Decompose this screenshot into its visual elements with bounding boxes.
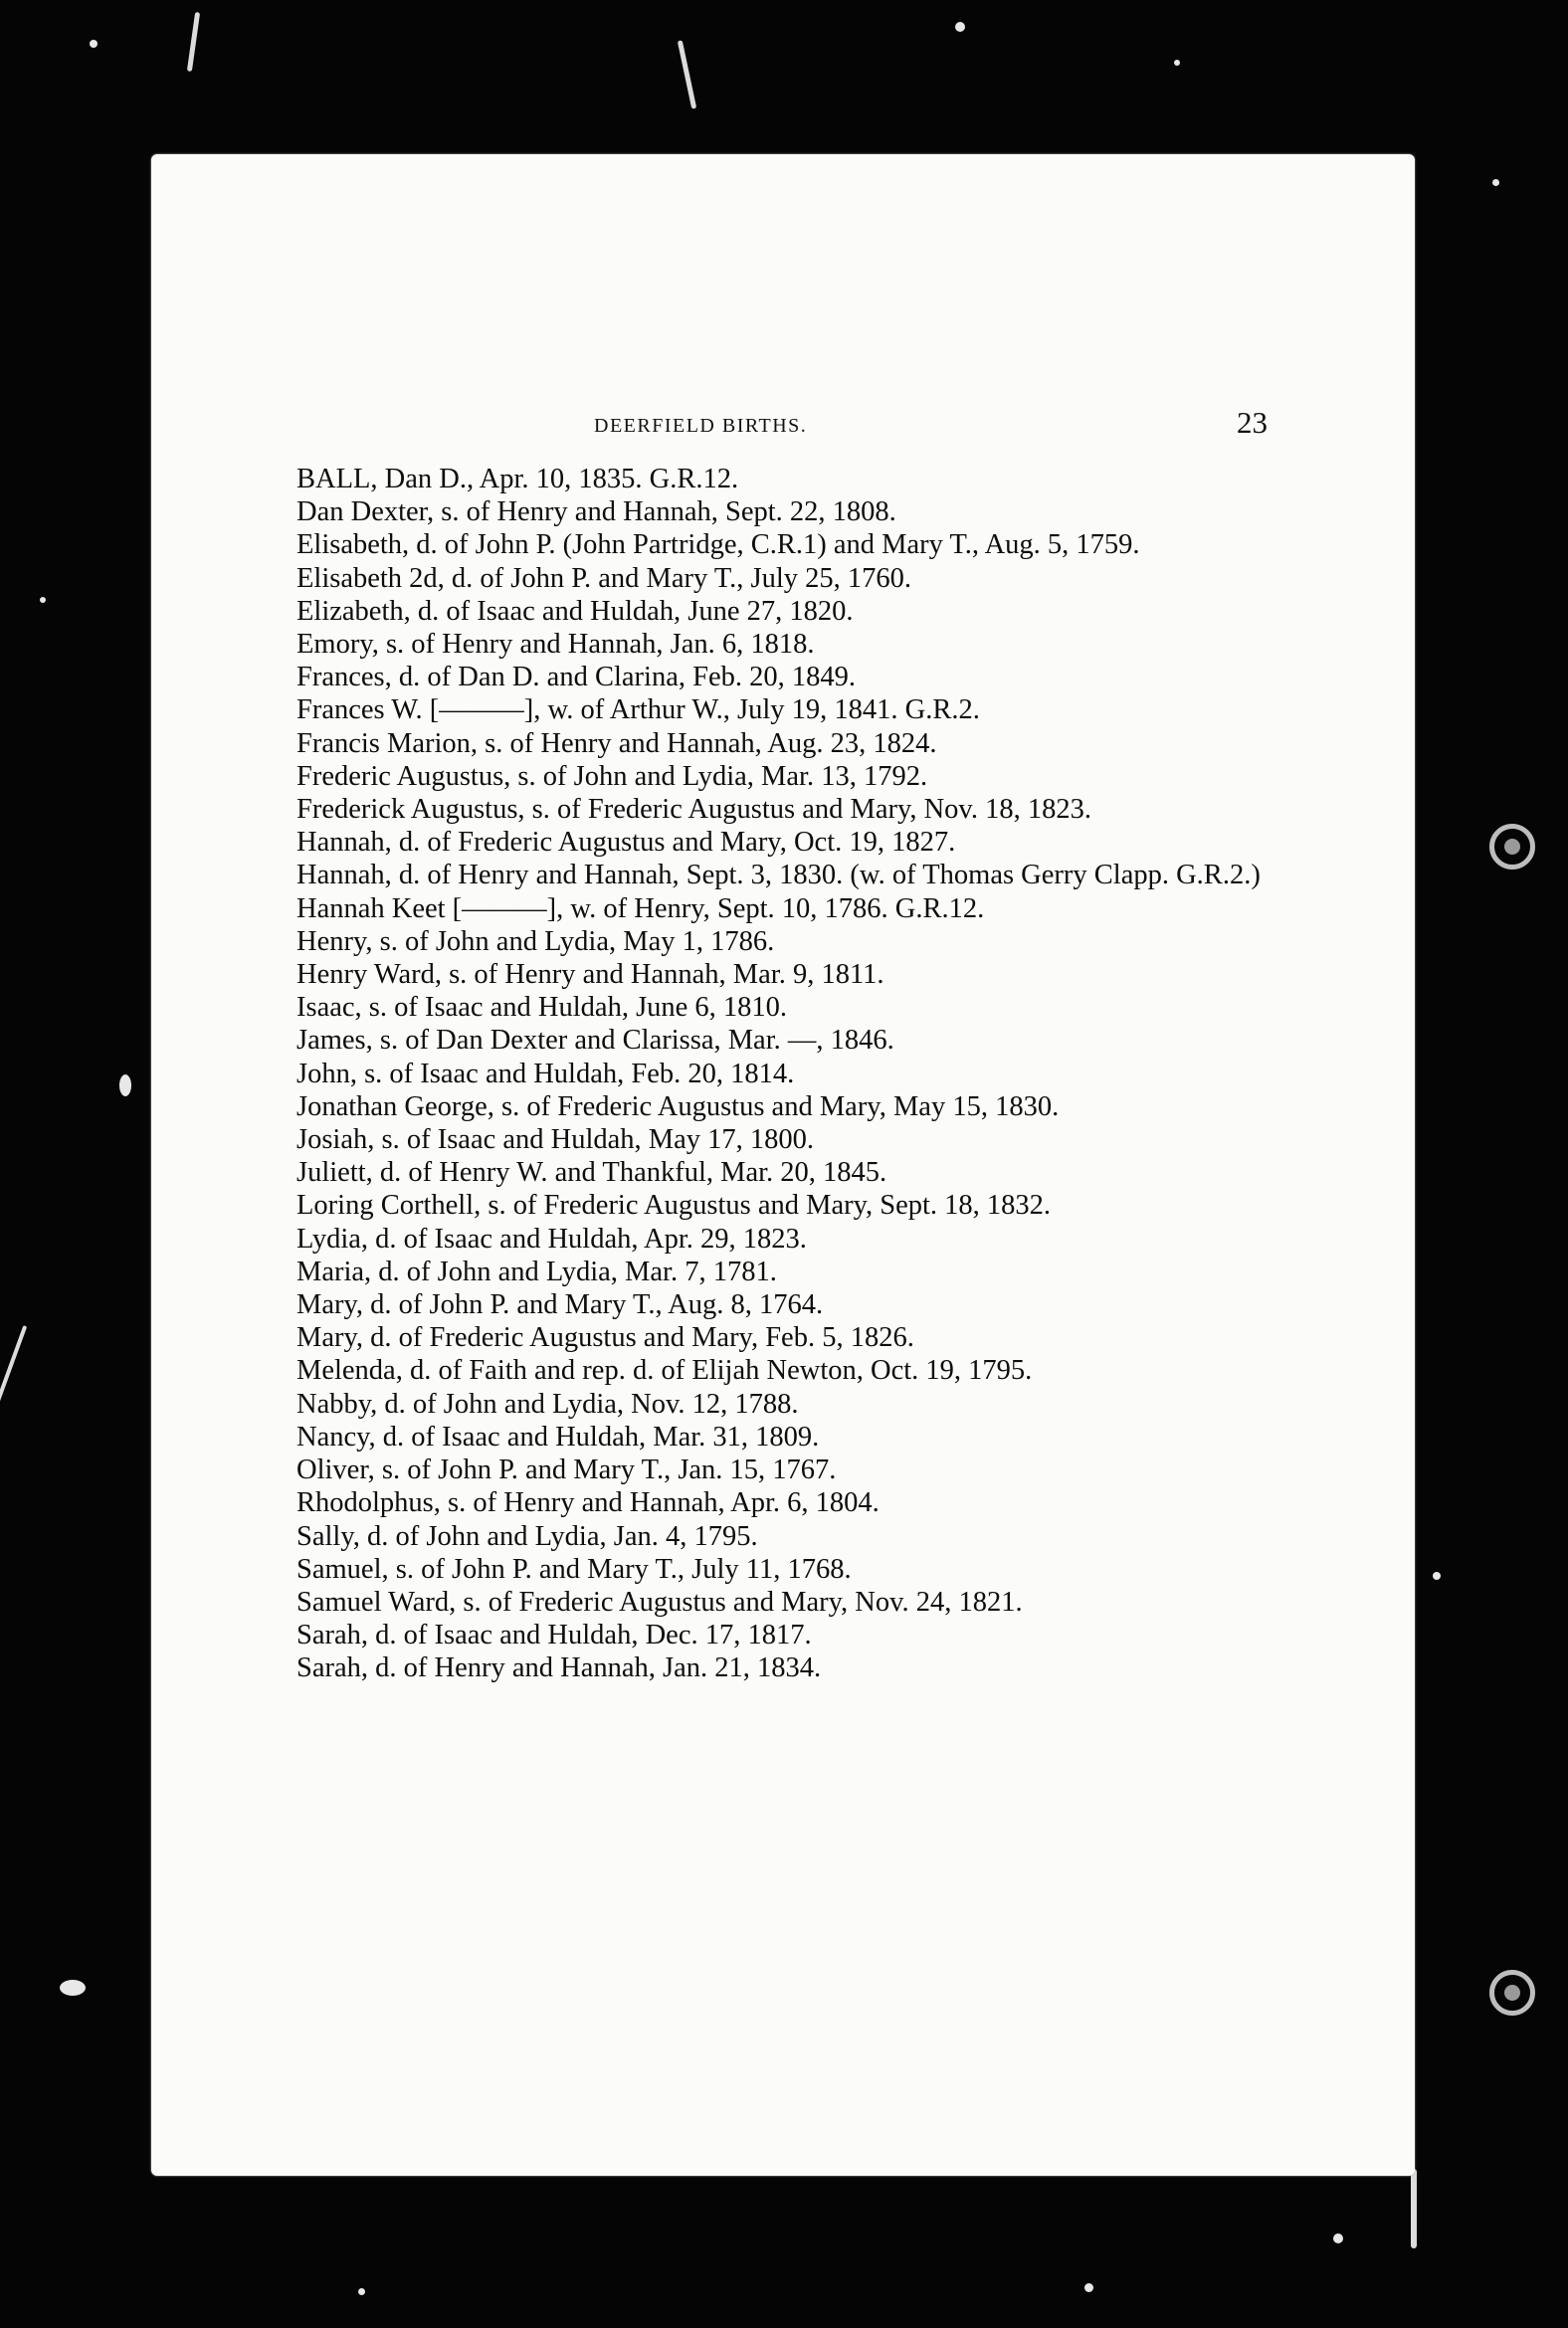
page-header: [151, 401, 1415, 461]
dust-speck: [1433, 1572, 1441, 1580]
scratch-mark: [187, 12, 200, 72]
birth-record-entry: Hannah Keet [———], w. of Henry, Sept. 10, 1786. G.R.12.: [296, 892, 985, 924]
birth-record-entry: Mary, d. of Frederic Augustus and Mary, Feb. 5, 1826.: [296, 1322, 914, 1354]
birth-record-entry: Elisabeth, d. of John P. (John Partridge, C.R.1) and Mary T., Aug. 5, 1759.: [296, 529, 1140, 561]
birth-record-entry: Frances, d. of Dan D. and Clarina, Feb. 20, 1849.: [296, 662, 856, 693]
dust-speck: [1174, 60, 1180, 66]
book-page: [151, 154, 1415, 2176]
birth-record-entry: Loring Corthell, s. of Frederic Augustus and Mary, Sept. 18, 1832.: [296, 1190, 1052, 1222]
birth-record-entry: Sally, d. of John and Lydia, Jan. 4, 1795.: [296, 1520, 758, 1552]
birth-record-entry: Melenda, d. of Faith and rep. d. of Elijah Newton, Oct. 19, 1795.: [296, 1355, 1033, 1387]
scratch-mark: [1411, 2169, 1417, 2248]
birth-record-entry: Frederic Augustus, s. of John and Lydia, Mar. 13, 1792.: [296, 760, 928, 792]
birth-record-entry: Josiah, s. of Isaac and Huldah, May 17, 1800.: [296, 1124, 815, 1156]
dust-speck: [60, 1980, 86, 1996]
birth-record-entry: Sarah, d. of Isaac and Huldah, Dec. 17, 1817.: [296, 1620, 812, 1651]
birth-record-entry: BALL, Dan D., Apr. 10, 1835. G.R.12.: [296, 464, 739, 494]
running-title: DEERFIELD BIRTHS.: [594, 415, 808, 437]
birth-record-entry: Francis Marion, s. of Henry and Hannah, Aug. 23, 1824.: [296, 727, 937, 759]
birth-record-entry: Emory, s. of Henry and Hannah, Jan. 6, 1818.: [296, 629, 815, 661]
dust-speck: [1084, 2283, 1093, 2292]
dust-speck: [40, 597, 46, 603]
birth-record-entry: Jonathan George, s. of Frederic Augustus and Mary, May 15, 1830.: [296, 1090, 1060, 1122]
birth-record-entry: John, s. of Isaac and Huldah, Feb. 20, 1814.: [296, 1058, 795, 1089]
dust-speck: [1492, 179, 1499, 186]
dust-speck: [119, 1074, 131, 1096]
birth-record-entry: Henry Ward, s. of Henry and Hannah, Mar. 9, 1811.: [296, 959, 884, 991]
dust-speck: [90, 40, 98, 48]
birth-record-entry: Dan Dexter, s. of Henry and Hannah, Sept. 22, 1808.: [296, 496, 896, 528]
birth-record-entry: Hannah, d. of Frederic Augustus and Mary, Oct. 19, 1827.: [296, 827, 956, 859]
birth-record-list: [296, 463, 1331, 1685]
birth-record-entry: Maria, d. of John and Lydia, Mar. 7, 1781.: [296, 1256, 777, 1287]
birth-record-entry: Lydia, d. of Isaac and Huldah, Apr. 29, 1823.: [296, 1223, 807, 1255]
sprocket-mark: [1489, 824, 1535, 870]
birth-record-entry: Rhodolphus, s. of Henry and Hannah, Apr. 6, 1804.: [296, 1487, 880, 1519]
birth-record-entry: Juliett, d. of Henry W. and Thankful, Mar. 20, 1845.: [296, 1157, 887, 1189]
page-number: 23: [1237, 405, 1268, 440]
scratch-mark: [0, 1325, 27, 1411]
dust-speck: [1333, 2233, 1343, 2243]
birth-record-entry: Frances W. [———], w. of Arthur W., July 19, 1841. G.R.2.: [296, 694, 980, 726]
scratch-mark: [678, 40, 696, 109]
sprocket-mark: [1489, 1970, 1535, 2016]
birth-record-entry: Mary, d. of John P. and Mary T., Aug. 8, 1764.: [296, 1289, 824, 1321]
birth-record-entry: Isaac, s. of Isaac and Huldah, June 6, 1810.: [296, 992, 788, 1024]
birth-record-entry: Elizabeth, d. of Isaac and Huldah, June 27, 1820.: [296, 595, 854, 627]
birth-record-entry: James, s. of Dan Dexter and Clarissa, Mar. —, 1846.: [296, 1025, 894, 1057]
birth-record-entry: Elisabeth 2d, d. of John P. and Mary T., July 25, 1760.: [296, 562, 911, 594]
birth-record-entry: Samuel, s. of John P. and Mary T., July 11, 1768.: [296, 1553, 852, 1585]
birth-record-entry: Oliver, s. of John P. and Mary T., Jan. 15, 1767.: [296, 1455, 837, 1486]
birth-record-entry: Frederick Augustus, s. of Frederic Augustus and Mary, Nov. 18, 1823.: [296, 794, 1091, 826]
birth-record-entry: Nabby, d. of John and Lydia, Nov. 12, 1788.: [296, 1388, 799, 1420]
dust-speck: [358, 2288, 365, 2295]
birth-record-entry: Sarah, d. of Henry and Hannah, Jan. 21, 1834.: [296, 1652, 822, 1684]
birth-record-entry: Nancy, d. of Isaac and Huldah, Mar. 31, 1809.: [296, 1421, 820, 1453]
birth-record-entry: Henry, s. of John and Lydia, May 1, 1786.: [296, 925, 775, 957]
birth-record-entry: Hannah, d. of Henry and Hannah, Sept. 3, 1830. (w. of Thomas Gerry Clapp. G.R.2.): [296, 860, 1261, 891]
dust-speck: [955, 22, 965, 32]
birth-record-entry: Samuel Ward, s. of Frederic Augustus and Mary, Nov. 24, 1821.: [296, 1586, 1023, 1618]
